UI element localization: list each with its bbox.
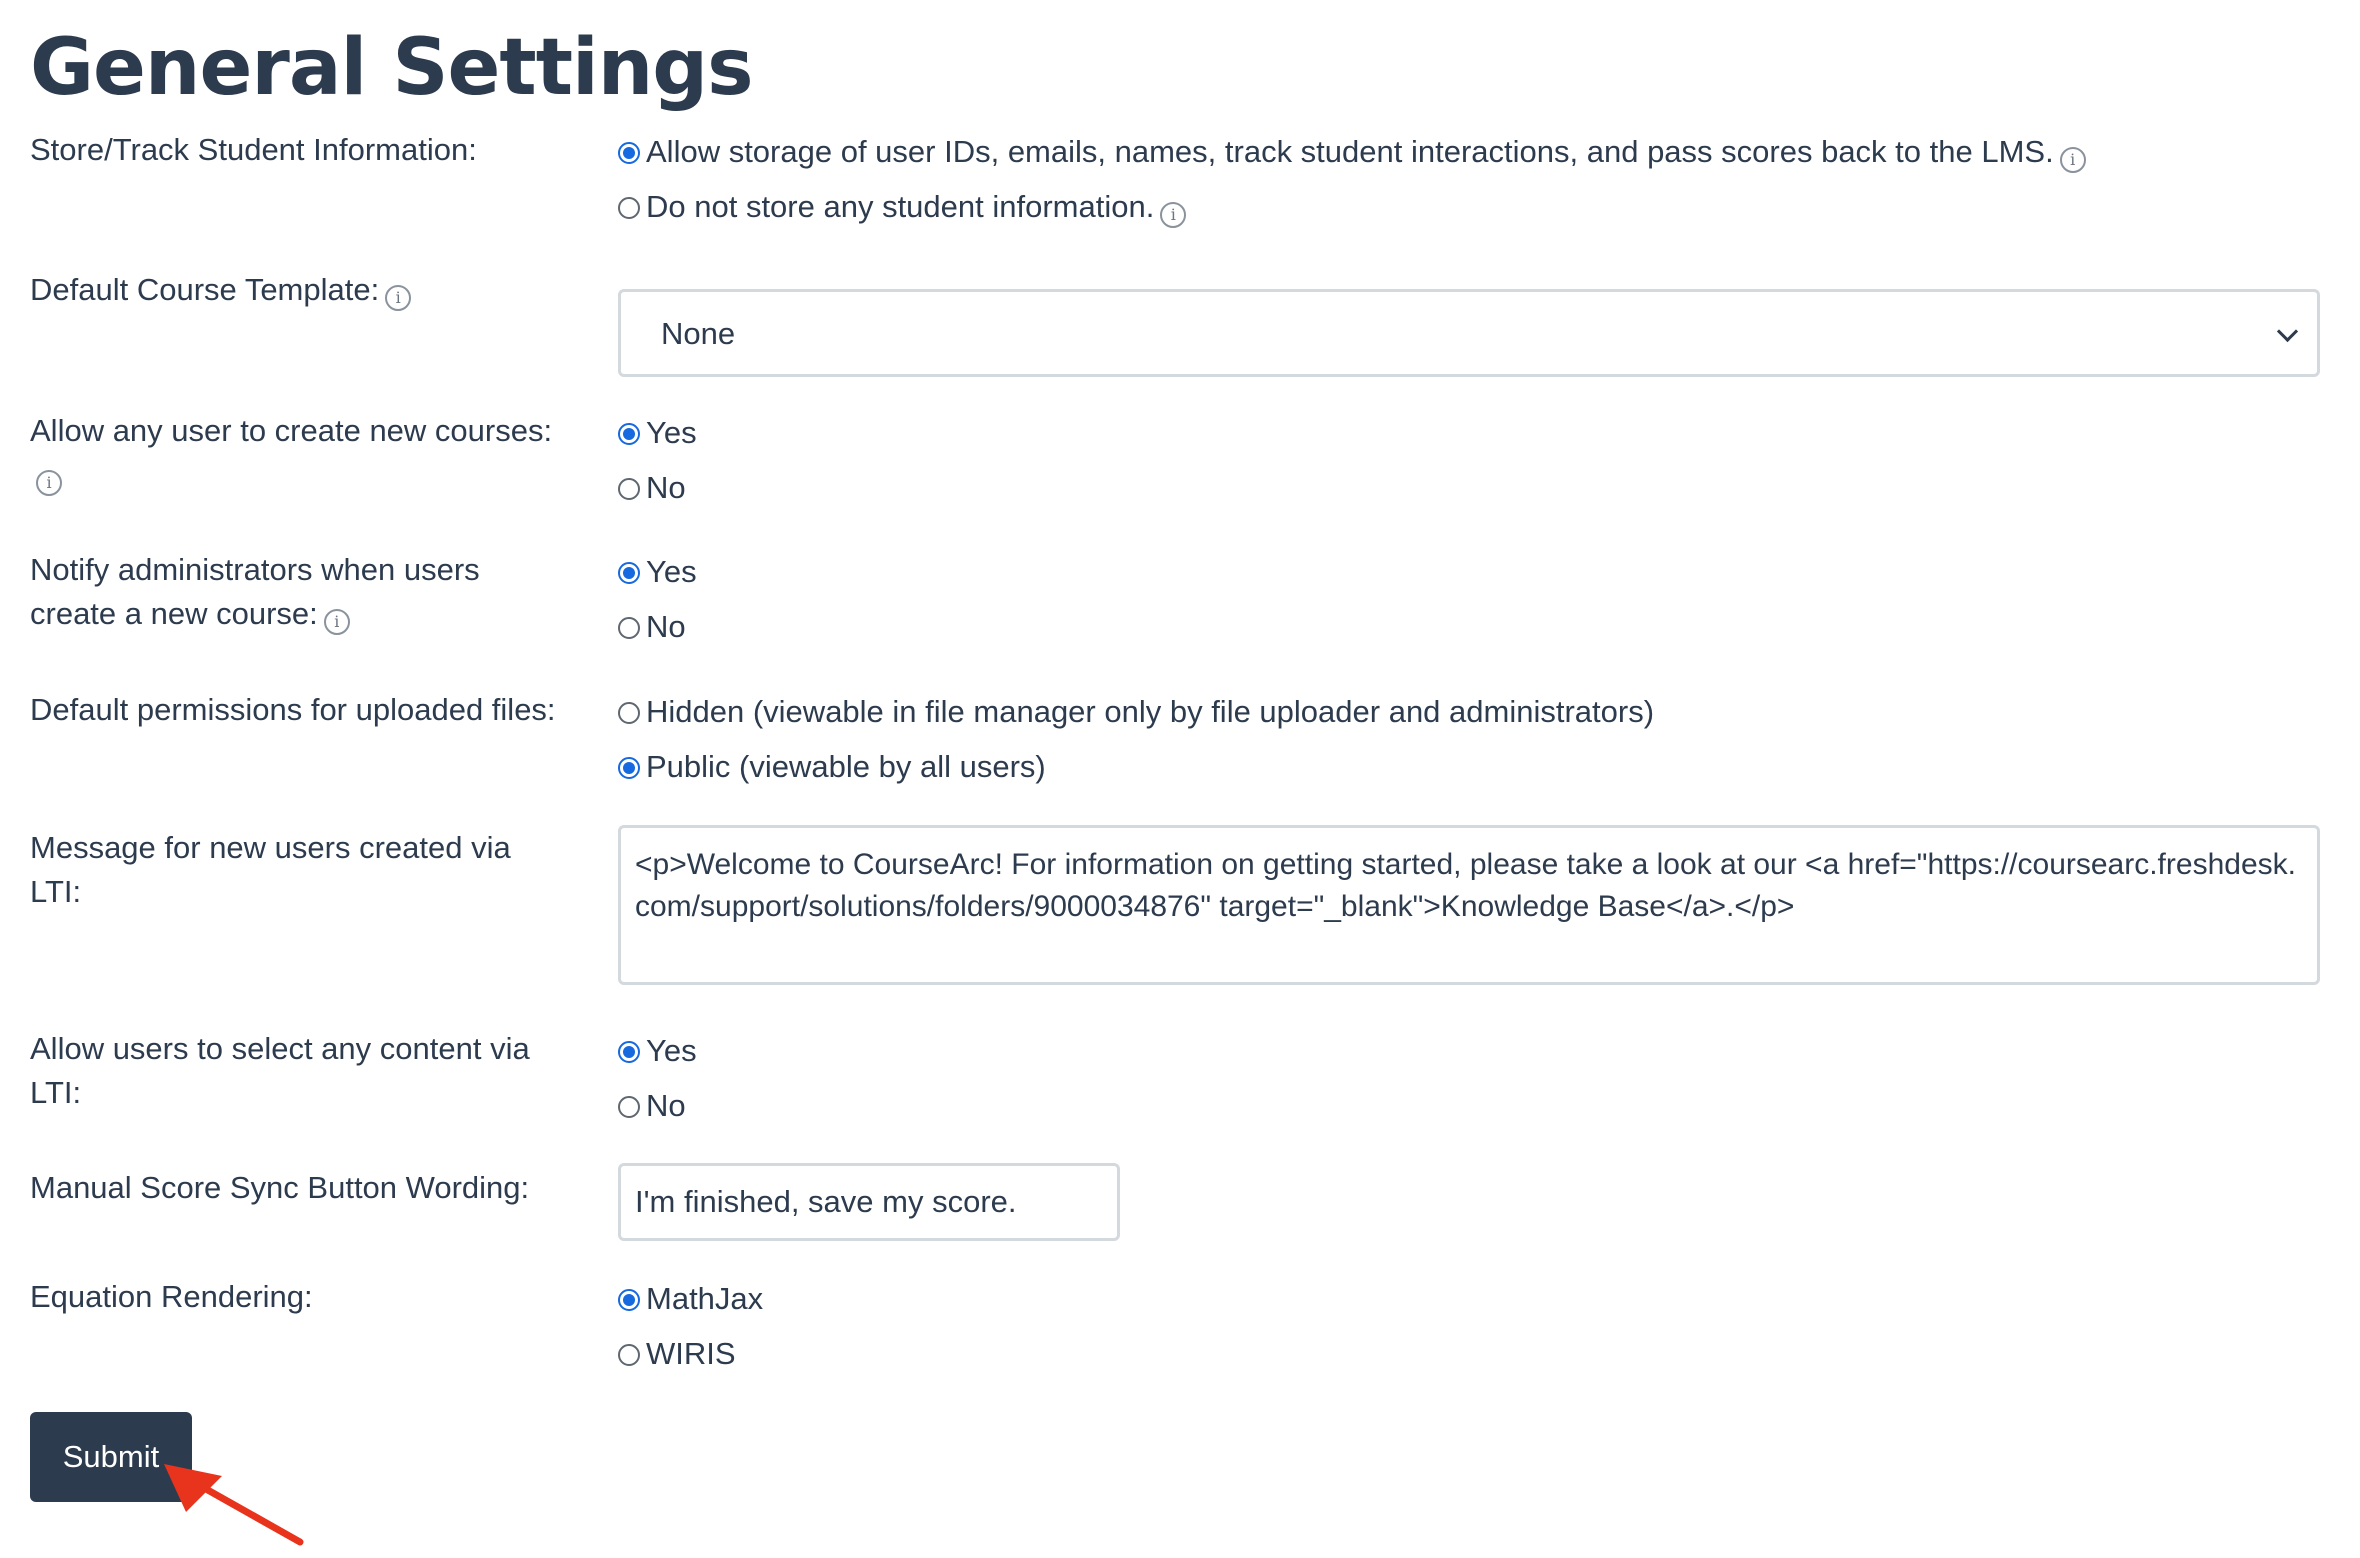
lti-message-label-text: Message for new users created via LTI: xyxy=(30,830,511,909)
file-permissions-public-radio[interactable] xyxy=(618,757,640,779)
create-courses-yes-label: Yes xyxy=(646,415,697,450)
equation-wiris-label: WIRIS xyxy=(646,1336,736,1371)
info-icon[interactable]: i xyxy=(36,470,62,496)
file-permissions-public-label: Public (viewable by all users) xyxy=(646,749,1046,784)
score-sync-label xyxy=(30,1166,570,1210)
lti-content-label xyxy=(30,1027,570,1115)
arrow-head xyxy=(164,1464,222,1512)
equation-rendering-label xyxy=(30,1275,570,1319)
red-arrow-icon xyxy=(150,1450,310,1550)
info-icon[interactable]: i xyxy=(324,609,350,635)
store-track-none-radio[interactable] xyxy=(618,197,640,219)
file-permissions-public-option[interactable] xyxy=(618,745,1046,789)
create-courses-no-option[interactable] xyxy=(618,466,686,510)
store-track-label-text: Store/Track Student Information: xyxy=(30,132,477,167)
notify-admins-no-option[interactable] xyxy=(618,605,686,649)
lti-content-yes-radio[interactable] xyxy=(618,1041,640,1063)
course-template-select[interactable] xyxy=(618,289,2320,377)
create-courses-yes-radio[interactable] xyxy=(618,423,640,445)
page-title: General Settings xyxy=(30,23,753,113)
lti-content-no-option[interactable] xyxy=(618,1084,686,1128)
lti-message-textarea[interactable]: <p>Welcome to CourseArc! For information on getting started, please take a look at our <a href="https://coursearc.freshdesk.com/support/solutions/folders/9000034876" target="_blank">Knowledge Base</a>.</p> xyxy=(618,825,2320,985)
equation-wiris-radio[interactable] xyxy=(618,1344,640,1366)
create-courses-no-radio[interactable] xyxy=(618,478,640,500)
create-courses-yes-option[interactable] xyxy=(618,411,697,455)
notify-admins-label-line2: create a new course: xyxy=(30,596,318,631)
create-courses-label xyxy=(30,409,570,497)
equation-mathjax-label: MathJax xyxy=(646,1281,764,1316)
lti-content-label-line2: LTI: xyxy=(30,1075,82,1110)
store-track-label xyxy=(30,128,570,172)
store-track-allow-label: Allow storage of user IDs, emails, names, track student interactions, and pass scores back to the LMS. xyxy=(646,134,2054,169)
notify-admins-label-line1: Notify administrators when users xyxy=(30,552,480,587)
lti-content-no-label: No xyxy=(646,1088,686,1123)
equation-mathjax-radio[interactable] xyxy=(618,1289,640,1311)
equation-wiris-option[interactable] xyxy=(618,1332,736,1376)
notify-admins-yes-label: Yes xyxy=(646,554,697,589)
notify-admins-no-radio[interactable] xyxy=(618,617,640,639)
chevron-down-icon xyxy=(2277,321,2298,342)
course-template-label xyxy=(30,268,570,312)
store-track-none-option[interactable] xyxy=(618,185,1186,229)
submit-button[interactable]: Submit xyxy=(30,1412,192,1502)
info-icon[interactable]: i xyxy=(1160,202,1186,228)
create-courses-label-text: Allow any user to create new courses: xyxy=(30,413,553,448)
create-courses-no-label: No xyxy=(646,470,686,505)
lti-content-no-radio[interactable] xyxy=(618,1096,640,1118)
lti-content-yes-label: Yes xyxy=(646,1033,697,1068)
course-template-selected-value: None xyxy=(661,316,736,351)
file-permissions-hidden-radio[interactable] xyxy=(618,702,640,724)
info-icon[interactable]: i xyxy=(2060,147,2086,173)
file-permissions-label-text: Default permissions for uploaded files: xyxy=(30,692,556,727)
equation-rendering-label-text: Equation Rendering: xyxy=(30,1279,313,1314)
lti-content-label-line1: Allow users to select any content via xyxy=(30,1031,530,1066)
notify-admins-yes-option[interactable] xyxy=(618,550,697,594)
course-template-label-text: Default Course Template: xyxy=(30,272,380,307)
lti-content-yes-option[interactable] xyxy=(618,1029,697,1073)
file-permissions-hidden-option[interactable] xyxy=(618,690,1654,734)
store-track-allow-option[interactable] xyxy=(618,130,2086,174)
store-track-none-label: Do not store any student information. xyxy=(646,189,1155,224)
notify-admins-no-label: No xyxy=(646,609,686,644)
file-permissions-label xyxy=(30,688,570,732)
score-sync-input[interactable]: I'm finished, save my score. xyxy=(618,1163,1120,1241)
info-icon[interactable]: i xyxy=(385,285,411,311)
lti-message-label xyxy=(30,826,570,914)
notify-admins-yes-radio[interactable] xyxy=(618,562,640,584)
store-track-allow-radio[interactable] xyxy=(618,142,640,164)
file-permissions-hidden-label: Hidden (viewable in file manager only by file uploader and administrators) xyxy=(646,694,1655,729)
equation-mathjax-option[interactable] xyxy=(618,1277,763,1321)
notify-admins-label xyxy=(30,548,570,636)
score-sync-label-text: Manual Score Sync Button Wording: xyxy=(30,1170,530,1205)
